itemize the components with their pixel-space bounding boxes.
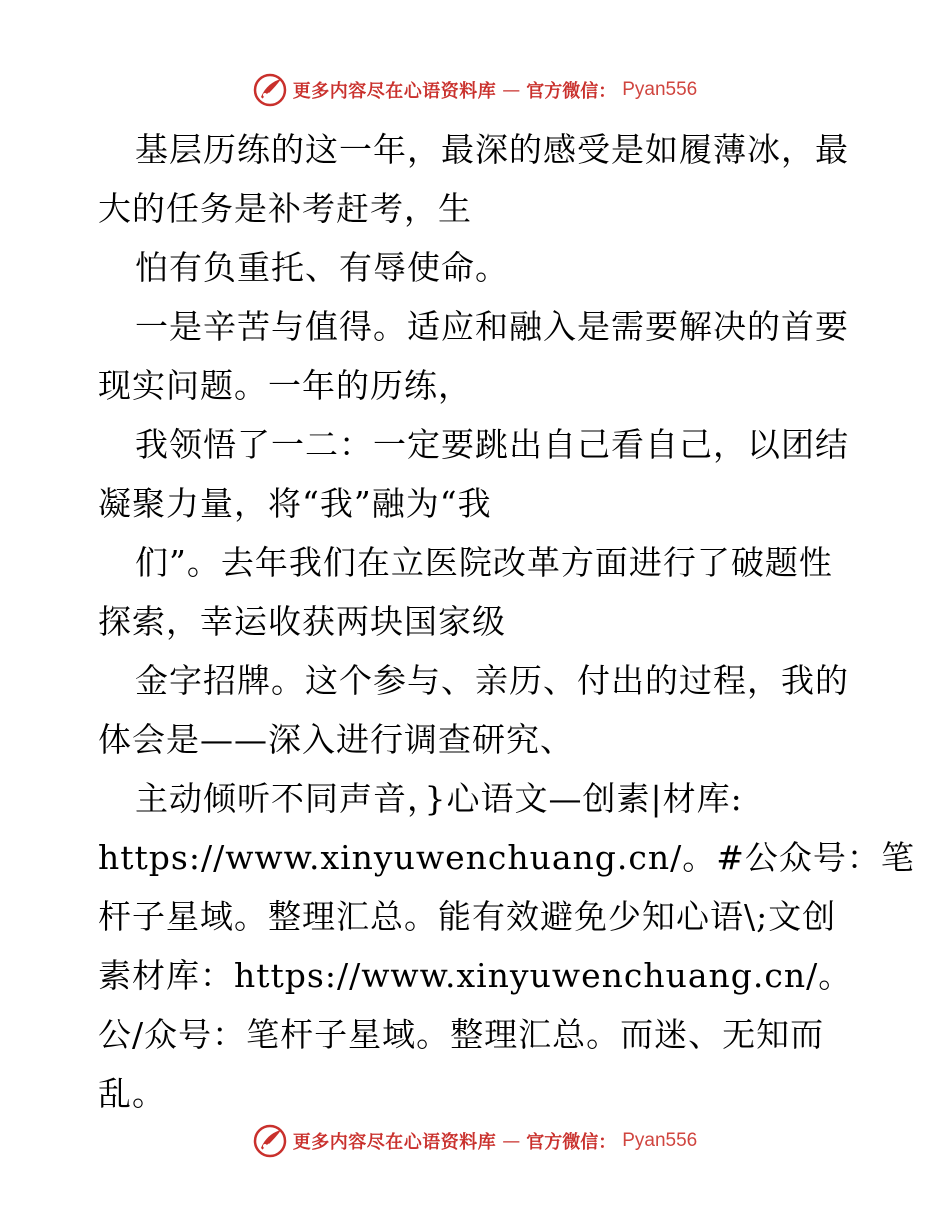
text-line: 金字招牌。这个参与、亲历、付出的过程，我的 [135,661,849,700]
banner-main-text: 更多内容尽在心语资料库 [292,81,497,102]
header-banner-content [253,73,698,107]
text-line: https://www.xinyuwenchuang.cn/。#公众号：笔 [98,838,915,877]
text-line: 一是辛苦与值得。适应和融入是需要解决的首要 [135,307,849,346]
quill-logo-icon [253,73,287,107]
banner-main-text: 更多内容尽在心语资料库 [292,1132,497,1153]
banner-separator: — [502,1130,521,1152]
text-line: 素材库：https://www.xinyuwenchuang.cn/。 [98,956,853,995]
text-line: 探索，幸运收获两块国家级 [98,602,506,641]
text-line: 杆子星域。整理汇总。能有效避免少知心语\;文创 [98,897,837,936]
text-line: 大的任务是补考赶考，生 [98,189,472,228]
footer-banner [0,1121,950,1161]
text-line: 现实问题。一年的历练， [98,366,472,405]
document-body [98,120,915,1123]
text-line: 们”。去年我们在立医院改革方面进行了破题性 [135,543,833,582]
banner-wechat-label: 官方微信： [526,1132,617,1153]
banner-wechat-id: Pyan556 [622,1130,698,1151]
banner-wechat-id: Pyan556 [622,79,698,100]
header-banner [0,70,950,110]
text-line: 我领悟了一二：一定要跳出自己看自己，以团结 [135,425,849,464]
text-line: 怕有负重托、有辱使命。 [135,248,509,287]
banner-wechat-label: 官方微信： [526,81,617,102]
text-line: 基层历练的这一年，最深的感受是如履薄冰，最 [135,130,849,169]
text-line: 乱。 [98,1074,166,1113]
text-line: 主动倾听不同声音，}心语文—创素|材库: [135,779,743,818]
footer-banner-content [253,1124,698,1158]
quill-logo-icon [253,1124,287,1158]
text-line: 凝聚力量，将“我”融为“我 [98,484,492,523]
text-line: 公/众号：笔杆子星域。整理汇总。而迷、无知而 [98,1015,825,1054]
banner-separator: — [502,79,521,101]
text-line: 体会是——深入进行调查研究、 [98,720,574,759]
